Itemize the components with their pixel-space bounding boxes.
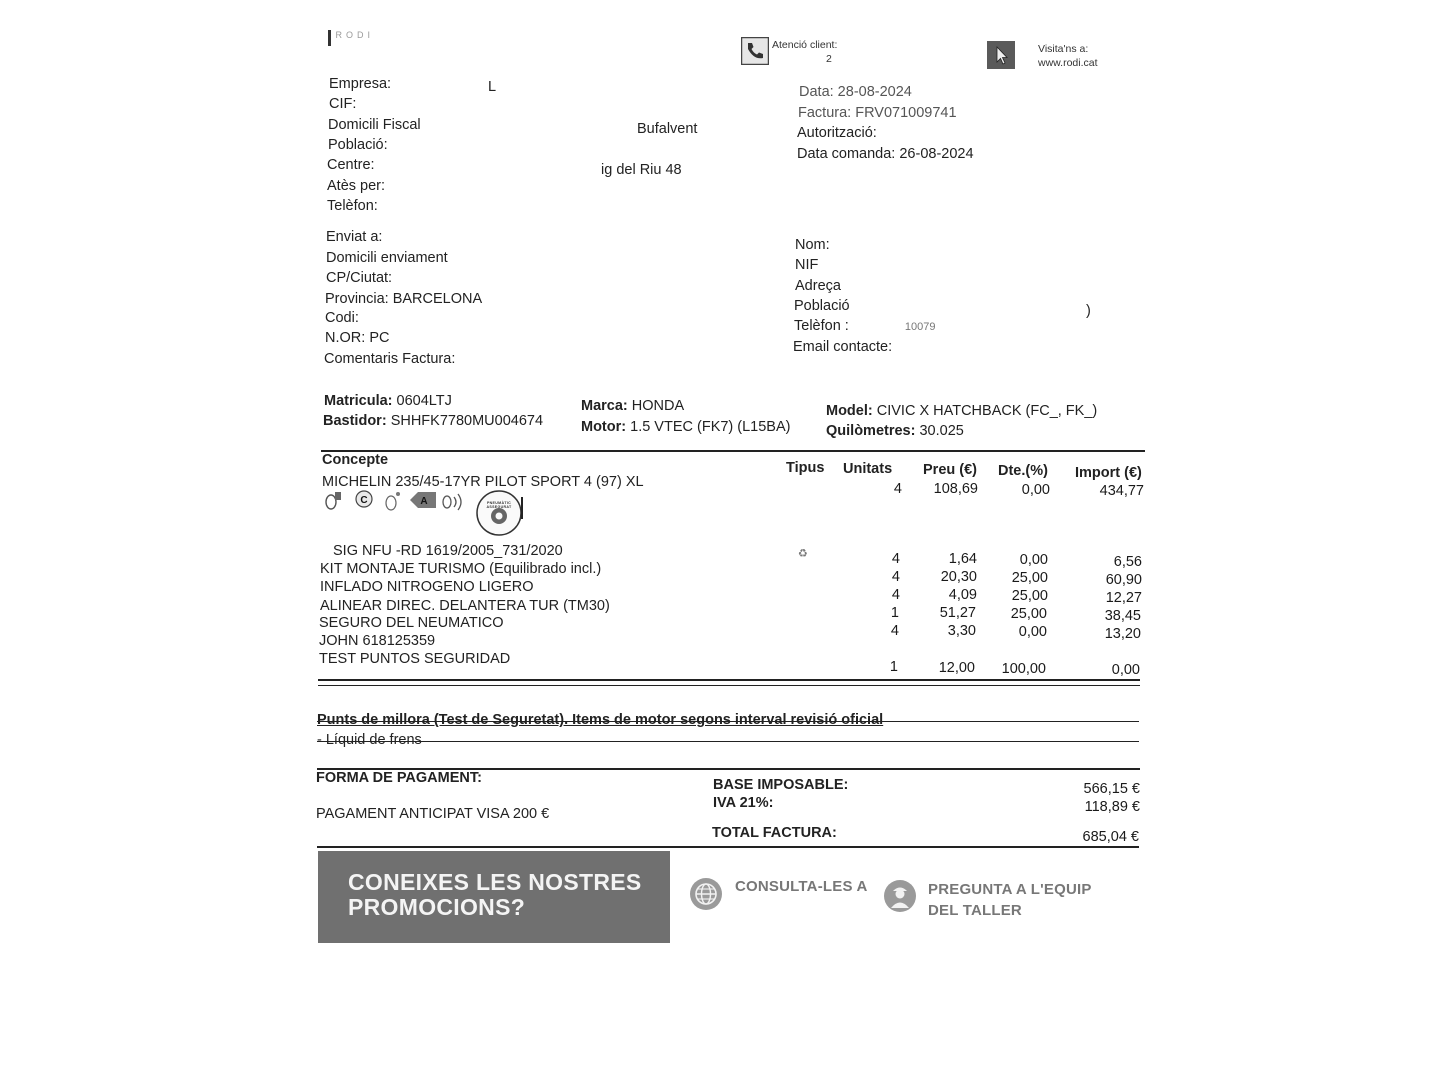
globe-icon (689, 877, 723, 911)
cursor-icon (987, 41, 1015, 69)
payment-advance: PAGAMENT ANTICIPAT VISA 200 € (316, 806, 550, 822)
payment-method-label: FORMA DE PAGAMENT: (316, 770, 482, 786)
row-3-import: 12,27 (1105, 590, 1142, 606)
row-5-unitats: 4 (890, 623, 899, 639)
row-1-import: 6,56 (1113, 554, 1142, 570)
poblacio-label: Població: (328, 137, 388, 153)
promo-pregunta-line-1: PREGUNTA A L'EQUIP (928, 881, 1092, 898)
empresa-label: Empresa: (329, 76, 392, 92)
wet-grip-icon (356, 491, 372, 507)
row-7-concepte: TEST PUNTOS SEGURIDAD (319, 651, 511, 667)
row-2-unitats: 4 (891, 569, 900, 585)
client-telefon-value: 10079 (904, 321, 936, 333)
row-5-concepte: SEGURO DEL NEUMATICO (319, 615, 504, 631)
base-imposable-label: BASE IMPOSABLE: (713, 777, 849, 793)
cif-label: CIF: (329, 96, 357, 112)
wet-grip-class: C (360, 495, 368, 506)
phone-icon (741, 37, 769, 65)
row-3-preu: 4,09 (948, 587, 977, 603)
row-3-concepte: INFLADO NITROGENO LIGERO (320, 579, 534, 595)
row-1-unitats: 4 (891, 551, 900, 567)
iva-label: IVA 21%: (713, 795, 774, 811)
centre-label: Centre: (327, 157, 375, 173)
row-2-concepte: KIT MONTAJE TURISMO (Equilibrado incl.) (320, 561, 602, 577)
row-4-concepte: ALINEAR DIREC. DELANTERA TUR (TM30) (320, 598, 610, 614)
nor-value: PC (369, 330, 390, 346)
km-row (826, 423, 964, 439)
logo-text: RODI (335, 30, 374, 40)
contact-value: 2 (826, 53, 832, 65)
fuel-efficiency-icon (326, 492, 341, 509)
row-3-dte: 25,00 (1011, 588, 1048, 604)
visit-label: Visita'ns a: (1038, 43, 1089, 55)
telefon-label: Telèfon: (327, 198, 378, 214)
total-factura-value: 685,04 € (1082, 829, 1139, 845)
noise-class-icon (410, 492, 436, 508)
tyre-label-svg (322, 489, 527, 537)
domicili-fiscal-value: Bufalvent (637, 121, 698, 137)
sound-waves-icon (443, 494, 461, 510)
promo-pregunta-line-2: DEL TALLER (928, 902, 1022, 919)
table-bottom-rule-2 (318, 685, 1140, 686)
nif-label: NIF (795, 257, 819, 273)
model-label: Model: (826, 403, 873, 419)
promo-pregunta[interactable] (928, 879, 1092, 921)
invoice-date: Data: 28-08-2024 (799, 84, 912, 100)
row-1-dte: 0,00 (1019, 552, 1048, 568)
col-header-preu: Preu (€) (923, 462, 977, 478)
row-0-unitats: 4 (893, 481, 902, 497)
row-2-preu: 20,30 (940, 569, 977, 585)
row-0-import: 434,77 (1099, 483, 1144, 499)
pneumatic-assegurat-stamp (477, 491, 523, 535)
codi-label: Codi: (325, 310, 359, 326)
client-poblacio-tail: ) (1086, 303, 1091, 319)
col-header-concepte: Concepte (322, 452, 389, 468)
matricula-label: Matricula: (324, 393, 393, 409)
marca-label: Marca: (581, 398, 628, 414)
improvement-rule-top (317, 721, 1139, 722)
motor-row (581, 419, 790, 435)
promo-line-1: CONEIXES LES NOSTRES (348, 869, 642, 895)
col-header-unitats: Unitats (843, 461, 893, 477)
invoice-number: Factura: FRV071009741 (798, 105, 957, 121)
promo-line-2: PROMOCIONS? (348, 894, 526, 920)
mechanic-icon (883, 879, 917, 913)
row-0-preu: 108,69 (933, 481, 978, 497)
bastidor-row (323, 413, 543, 429)
row-7-preu: 12,00 (938, 660, 975, 676)
marca-row (581, 398, 684, 414)
matricula-value: 0604LTJ (396, 393, 452, 409)
row-4-dte: 25,00 (1010, 606, 1047, 622)
row-1-concepte: SIG NFU -RD 1619/2005_731/2020 (333, 543, 563, 559)
nor-label: N.OR: (325, 330, 366, 346)
row-5-import: 13,20 (1104, 626, 1141, 642)
model-row (826, 403, 1097, 419)
km-value: 30.025 (919, 423, 964, 439)
promo-consulta[interactable]: CONSULTA-LES A (735, 878, 868, 895)
improvement-rule-bottom (317, 741, 1139, 742)
bastidor-value: SHHFK7780MU004674 (390, 413, 544, 429)
company-logo (328, 30, 374, 48)
row-0-concepte: MICHELIN 235/45-17YR PILOT SPORT 4 (97) XL (322, 474, 644, 490)
client-telefon-label: Telèfon : (794, 318, 849, 334)
marca-value: HONDA (631, 398, 685, 414)
comentaris-label: Comentaris Factura: (324, 351, 456, 367)
col-header-dte: Dte.(%) (998, 463, 1048, 479)
contact-label: Atenció client: (772, 39, 838, 51)
row-4-preu: 51,27 (939, 605, 976, 621)
promo-banner[interactable] (318, 851, 670, 943)
row-2-dte: 25,00 (1011, 570, 1048, 586)
totals-bottom-rule (317, 846, 1139, 848)
tyre-label-icons (322, 489, 527, 537)
col-header-import: Import (€) (1075, 465, 1142, 481)
base-imposable-value: 566,15 € (1083, 781, 1140, 797)
wet-grip-drop-icon (386, 492, 400, 510)
row-1-preu: 1,64 (948, 551, 977, 567)
noise-class: A (420, 496, 428, 507)
model-value: CIVIC X HATCHBACK (FC_, FK_) (876, 403, 1098, 419)
enviat-label: Enviat a: (326, 229, 383, 245)
improvement-item: - Líquid de frens (317, 732, 422, 748)
row-5-dte: 0,00 (1018, 624, 1047, 640)
km-label: Quilòmetres: (826, 423, 916, 439)
row-7-import: 0,00 (1111, 662, 1140, 678)
iva-value: 118,89 € (1084, 799, 1140, 815)
col-header-tipus: Tipus (786, 460, 825, 476)
client-telefon-row (794, 318, 935, 334)
row-7-unitats: 1 (889, 659, 898, 675)
recycle-icon: ♻ (798, 548, 808, 560)
row-2-import: 60,90 (1105, 572, 1142, 588)
table-top-rule (321, 450, 1145, 452)
empresa-value: L (488, 79, 497, 95)
improvement-title: Punts de millora (Test de Seguretat). Items de motor segons interval revisió oficial (317, 712, 884, 728)
email-label: Email contacte: (793, 339, 893, 355)
client-poblacio-label: Població (794, 298, 850, 314)
total-factura-label: TOTAL FACTURA: (712, 825, 837, 841)
domicili-fiscal-label: Domicili Fiscal (328, 117, 421, 133)
row-7-dte: 100,00 (1001, 661, 1046, 677)
provincia-label: Provincia: (325, 291, 389, 307)
website-link[interactable]: www.rodi.cat (1038, 57, 1098, 69)
row-4-unitats: 1 (890, 605, 899, 621)
motor-value: 1.5 VTEC (FK7) (L15BA) (630, 419, 791, 435)
cp-ciutat-label: CP/Ciutat: (326, 270, 393, 286)
centre-value: ig del Riu 48 (601, 162, 682, 178)
provincia-value: BARCELONA (392, 291, 483, 307)
domicili-enviament-label: Domicili enviament (326, 250, 448, 266)
order-date: Data comanda: 26-08-2024 (797, 146, 974, 162)
matricula-row (324, 393, 452, 409)
row-4-import: 38,45 (1104, 608, 1141, 624)
adreca-label: Adreça (795, 278, 841, 294)
provincia-row (325, 291, 482, 307)
nor-row (325, 330, 389, 346)
stamp-text: PNEUMÀTIC ASSEGURAT (486, 501, 512, 509)
row-6-concepte: JOHN 618125359 (319, 633, 436, 649)
authorization-label: Autorització: (797, 125, 877, 141)
row-5-preu: 3,30 (947, 623, 976, 639)
row-0-dte: 0,00 (1021, 482, 1050, 498)
ates-per-label: Atès per: (327, 178, 386, 194)
row-3-unitats: 4 (891, 587, 900, 603)
motor-label: Motor: (581, 419, 627, 435)
table-bottom-rule (318, 679, 1140, 681)
nom-label: Nom: (795, 237, 830, 253)
bastidor-label: Bastidor: (323, 413, 387, 429)
